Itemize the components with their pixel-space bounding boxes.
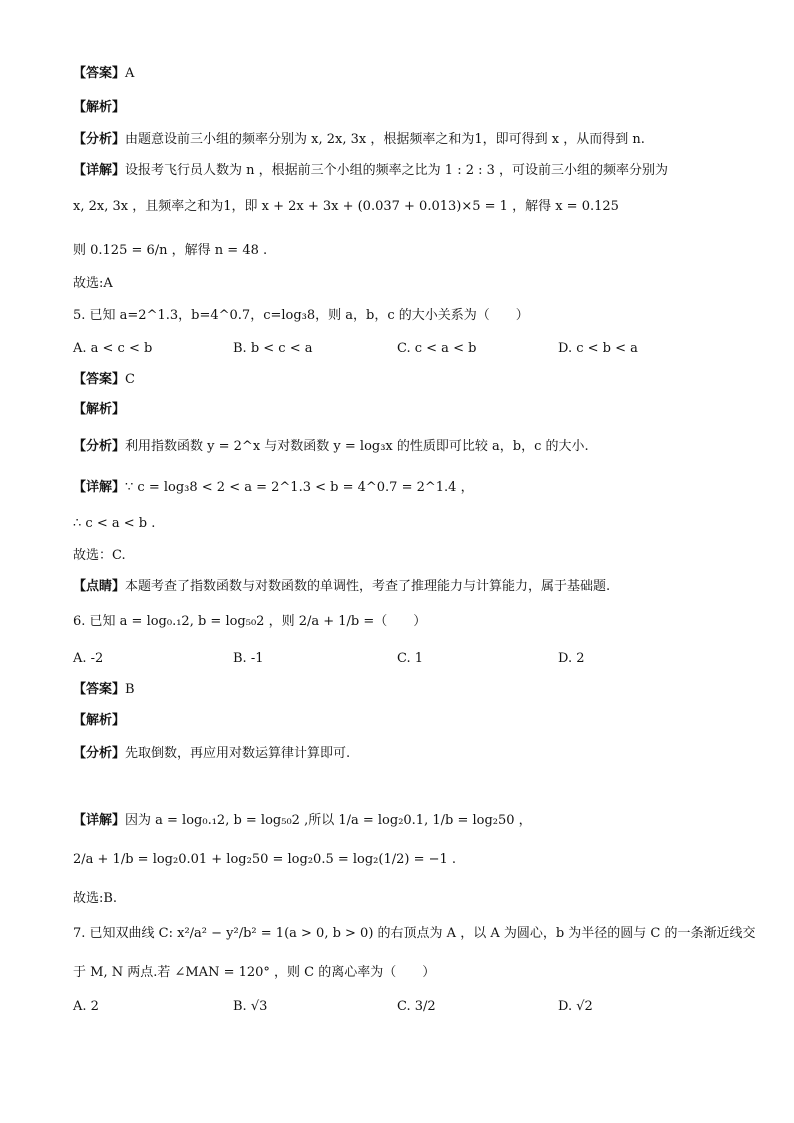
text-line bbox=[73, 924, 756, 944]
answer-option: C. 3/2 bbox=[397, 999, 436, 1014]
section-tag: 【详解】 bbox=[73, 480, 126, 495]
line-text: 故选:B. bbox=[73, 891, 118, 906]
line-text: 故选:A bbox=[73, 276, 113, 291]
answer-option: A. a < c < b bbox=[73, 341, 153, 356]
text-line bbox=[73, 64, 134, 84]
answer-option: B. -1 bbox=[233, 651, 264, 666]
section-tag: 【答案】 bbox=[73, 372, 126, 387]
section-tag: 【答案】 bbox=[73, 66, 126, 81]
text-line bbox=[73, 546, 126, 566]
line-text: 利用指数函数 y = 2^x 与对数函数 y = log₃x 的性质即可比较 a，b，c 的大小. bbox=[125, 439, 589, 454]
line-text: 2/a + 1/b = log₂0.01 + log₂50 = log₂0.5 = log₂(1/2) = −1 . bbox=[73, 852, 457, 867]
text-line bbox=[73, 711, 125, 731]
section-tag: 【详解】 bbox=[73, 163, 126, 178]
section-tag: 【详解】 bbox=[73, 813, 126, 828]
answer-option: D. √2 bbox=[558, 999, 593, 1014]
text-line bbox=[73, 514, 155, 534]
text-line bbox=[73, 850, 456, 870]
text-line bbox=[73, 612, 426, 632]
text-line bbox=[73, 197, 619, 217]
answer-option: C. 1 bbox=[397, 651, 424, 666]
text-line bbox=[73, 400, 125, 420]
text-line bbox=[73, 306, 529, 326]
text-line bbox=[73, 577, 610, 597]
answer-option: B. √3 bbox=[233, 999, 268, 1014]
text-line bbox=[73, 98, 125, 118]
line-text: B bbox=[125, 682, 135, 697]
line-text: 6. 已知 a = log₀.₁2, b = log₅₀2 ，则 2/a + 1/b =（ ） bbox=[73, 614, 427, 629]
answer-option: D. c < b < a bbox=[558, 341, 638, 356]
answer-option: D. 2 bbox=[558, 651, 585, 666]
text-line bbox=[73, 889, 117, 909]
line-text: 因为 a = log₀.₁2, b = log₅₀2 ,所以 1/a = log₂0.1, 1/b = log₂50 ， bbox=[125, 813, 532, 828]
line-text: A bbox=[125, 66, 135, 81]
text-line bbox=[73, 370, 135, 390]
section-tag: 【解析】 bbox=[73, 100, 126, 115]
answer-option: C. c < a < b bbox=[397, 341, 477, 356]
line-text: 由题意设前三小组的频率分别为 x, 2x, 3x ，根据频率之和为1，即可得到 x ，从而得到 n. bbox=[125, 132, 645, 147]
text-line bbox=[73, 963, 435, 983]
line-text: 本题考查了指数函数与对数函数的单调性，考查了推理能力与计算能力，属于基础题. bbox=[125, 579, 611, 594]
text-line bbox=[73, 241, 267, 261]
section-tag: 【分析】 bbox=[73, 746, 126, 761]
line-text: 5. 已知 a=2^1.3，b=4^0.7，c=log₃8，则 a，b，c 的大小关系为（ ） bbox=[73, 308, 529, 323]
text-line bbox=[73, 811, 532, 831]
line-text: ∴ c < a < b . bbox=[73, 516, 156, 531]
section-tag: 【解析】 bbox=[73, 713, 126, 728]
line-text: C bbox=[125, 372, 135, 387]
section-tag: 【分析】 bbox=[73, 439, 126, 454]
text-line bbox=[73, 437, 589, 457]
text-line bbox=[73, 161, 668, 181]
text-line bbox=[73, 478, 474, 498]
line-text: x, 2x, 3x ，且频率之和为1，即 x + 2x + 3x + (0.037 + 0.013)×5 = 1 ，解得 x = 0.125 bbox=[73, 199, 619, 214]
section-tag: 【答案】 bbox=[73, 682, 126, 697]
line-text: 设报考飞行员人数为 n ，根据前三个小组的频率之比为 1 : 2 : 3 ，可设前三小组的频率分别为 bbox=[125, 163, 669, 178]
answer-option: B. b < c < a bbox=[233, 341, 313, 356]
line-text: 于 M, N 两点.若 ∠MAN = 120° ，则 C 的离心率为（ ） bbox=[73, 965, 436, 980]
text-line bbox=[73, 680, 135, 700]
line-text: 则 0.125 = 6/n ，解得 n = 48 . bbox=[73, 243, 268, 258]
text-line bbox=[73, 744, 350, 764]
text-line bbox=[73, 130, 645, 150]
line-text: ∵ c = log₃8 < 2 < a = 2^1.3 < b = 4^0.7 = 2^1.4 ， bbox=[125, 480, 474, 495]
section-tag: 【点睛】 bbox=[73, 579, 126, 594]
line-text: 先取倒数，再应用对数运算律计算即可. bbox=[125, 746, 351, 761]
line-text: 故选：C. bbox=[73, 548, 126, 563]
section-tag: 【分析】 bbox=[73, 132, 126, 147]
section-tag: 【解析】 bbox=[73, 402, 126, 417]
text-line bbox=[73, 274, 113, 294]
line-text: 7. 已知双曲线 C: x²/a² − y²/b² = 1(a > 0, b > 0) 的右顶点为 A ，以 A 为圆心，b 为半径的圆与 C 的一条渐近线交 bbox=[73, 926, 756, 941]
answer-option: A. -2 bbox=[73, 651, 104, 666]
answer-option: A. 2 bbox=[73, 999, 99, 1014]
